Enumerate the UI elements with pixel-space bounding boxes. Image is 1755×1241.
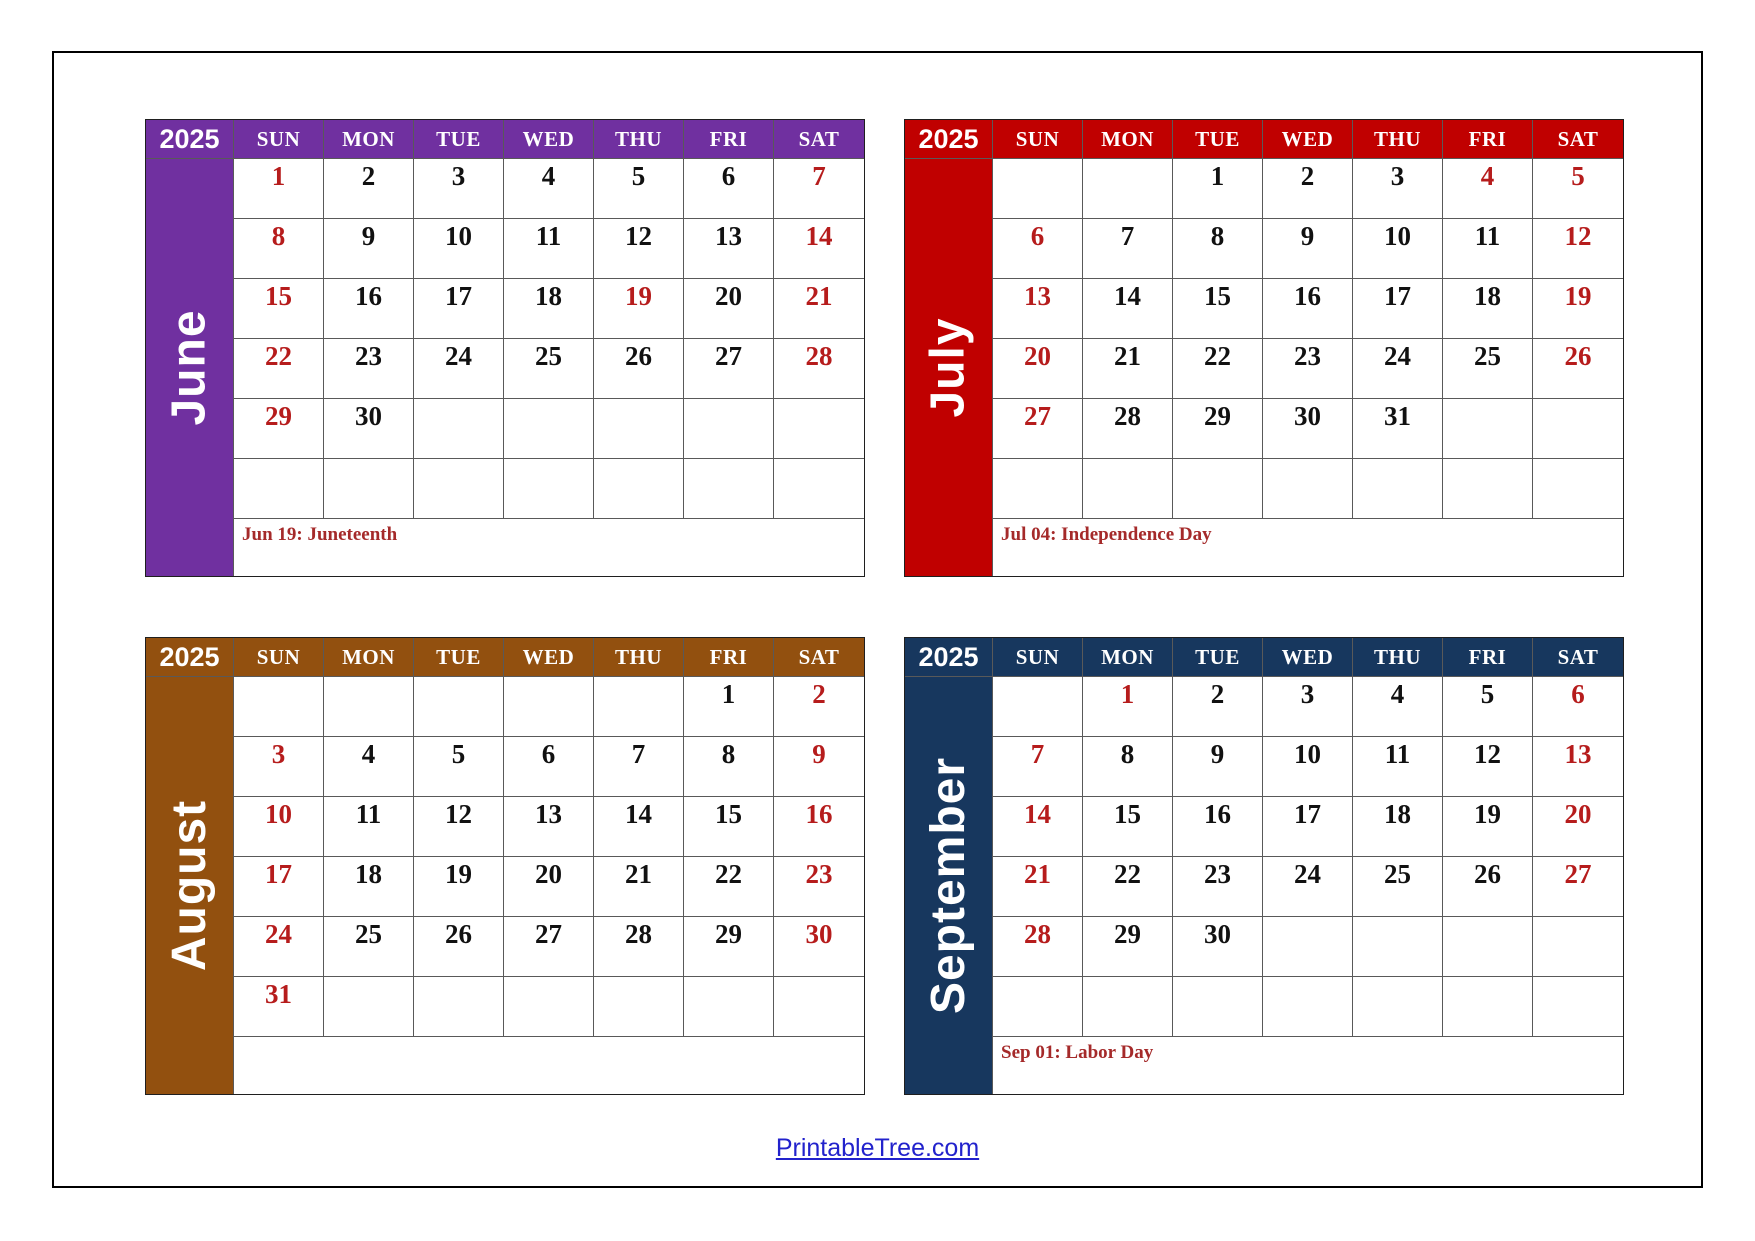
july-date-9: 9 [1263, 219, 1353, 279]
july-date-7: 7 [1083, 219, 1173, 279]
june-date-14: 14 [774, 219, 864, 279]
july-date-31: 31 [1353, 399, 1443, 459]
june-date-17: 17 [414, 279, 504, 339]
september-date-20: 20 [1533, 797, 1623, 857]
july-date-empty [993, 159, 1083, 219]
august-date-5: 5 [414, 737, 504, 797]
june-date-23: 23 [324, 339, 414, 399]
june-date-empty [234, 459, 324, 519]
august-date-11: 11 [324, 797, 414, 857]
september-date-28: 28 [993, 917, 1083, 977]
june-date-4: 4 [504, 159, 594, 219]
june-date-7: 7 [774, 159, 864, 219]
july-date-28: 28 [1083, 399, 1173, 459]
june-date-empty [774, 399, 864, 459]
august-day-header-mon: MON [324, 638, 414, 677]
june-day-header-wed: WED [504, 120, 594, 159]
june-date-16: 16 [324, 279, 414, 339]
september-date-1: 1 [1083, 677, 1173, 737]
july-date-6: 6 [993, 219, 1083, 279]
september-date-18: 18 [1353, 797, 1443, 857]
august-date-empty [504, 977, 594, 1037]
june-date-5: 5 [594, 159, 684, 219]
august-date-21: 21 [594, 857, 684, 917]
september-date-empty [1263, 917, 1353, 977]
june-date-empty [684, 399, 774, 459]
july-date-11: 11 [1443, 219, 1533, 279]
august-date-7: 7 [594, 737, 684, 797]
footer [0, 1134, 1755, 1163]
june-date-13: 13 [684, 219, 774, 279]
september-date-16: 16 [1173, 797, 1263, 857]
september-date-19: 19 [1443, 797, 1533, 857]
september-holiday-note: Sep 01: Labor Day [993, 1037, 1623, 1094]
july-date-23: 23 [1263, 339, 1353, 399]
august-day-header-wed: WED [504, 638, 594, 677]
june-date-empty [504, 459, 594, 519]
august-date-13: 13 [504, 797, 594, 857]
june-date-20: 20 [684, 279, 774, 339]
july-date-5: 5 [1533, 159, 1623, 219]
august-date-4: 4 [324, 737, 414, 797]
september-day-header-wed: WED [1263, 638, 1353, 677]
september-day-header-tue: TUE [1173, 638, 1263, 677]
august-date-empty [414, 677, 504, 737]
july-date-empty [1083, 159, 1173, 219]
june-date-22: 22 [234, 339, 324, 399]
june-date-19: 19 [594, 279, 684, 339]
august-date-28: 28 [594, 917, 684, 977]
september-day-header-sun: SUN [993, 638, 1083, 677]
june-date-11: 11 [504, 219, 594, 279]
september-date-3: 3 [1263, 677, 1353, 737]
august-date-14: 14 [594, 797, 684, 857]
september-date-5: 5 [1443, 677, 1533, 737]
june-date-10: 10 [414, 219, 504, 279]
june-date-8: 8 [234, 219, 324, 279]
august-date-1: 1 [684, 677, 774, 737]
september-date-empty [1083, 977, 1173, 1037]
august-date-18: 18 [324, 857, 414, 917]
august-date-10: 10 [234, 797, 324, 857]
june-date-24: 24 [414, 339, 504, 399]
september-date-7: 7 [993, 737, 1083, 797]
july-date-19: 19 [1533, 279, 1623, 339]
august-day-header-tue: TUE [414, 638, 504, 677]
september-date-empty [993, 677, 1083, 737]
july-date-12: 12 [1533, 219, 1623, 279]
july-date-8: 8 [1173, 219, 1263, 279]
september-day-header-fri: FRI [1443, 638, 1533, 677]
july-date-24: 24 [1353, 339, 1443, 399]
july-holiday-note: Jul 04: Independence Day [993, 519, 1623, 576]
june-date-27: 27 [684, 339, 774, 399]
august-date-2: 2 [774, 677, 864, 737]
september-day-header-sat: SAT [1533, 638, 1623, 677]
july-month-bar [905, 159, 993, 576]
july-day-header-tue: TUE [1173, 120, 1263, 159]
september-date-8: 8 [1083, 737, 1173, 797]
august-date-15: 15 [684, 797, 774, 857]
september-month-bar [905, 677, 993, 1094]
august-date-24: 24 [234, 917, 324, 977]
july-date-17: 17 [1353, 279, 1443, 339]
september-day-header-thu: THU [1353, 638, 1443, 677]
june-day-header-tue: TUE [414, 120, 504, 159]
july-date-25: 25 [1443, 339, 1533, 399]
july-date-16: 16 [1263, 279, 1353, 339]
september-year-label: 2025 [905, 638, 993, 677]
july-date-27: 27 [993, 399, 1083, 459]
september-day-header-mon: MON [1083, 638, 1173, 677]
calendar-august [145, 637, 865, 1095]
july-date-20: 20 [993, 339, 1083, 399]
june-date-18: 18 [504, 279, 594, 339]
august-holiday-note [234, 1037, 864, 1094]
calendar-july [904, 119, 1624, 577]
august-date-27: 27 [504, 917, 594, 977]
june-date-28: 28 [774, 339, 864, 399]
july-date-empty [1083, 459, 1173, 519]
august-year-label: 2025 [146, 638, 234, 677]
september-date-empty [1533, 917, 1623, 977]
september-date-empty [1533, 977, 1623, 1037]
august-month-name: August [163, 799, 216, 972]
august-date-19: 19 [414, 857, 504, 917]
june-date-empty [414, 399, 504, 459]
august-date-empty [684, 977, 774, 1037]
september-date-21: 21 [993, 857, 1083, 917]
august-day-header-sat: SAT [774, 638, 864, 677]
july-date-3: 3 [1353, 159, 1443, 219]
july-date-4: 4 [1443, 159, 1533, 219]
june-day-header-sat: SAT [774, 120, 864, 159]
june-date-3: 3 [414, 159, 504, 219]
june-date-9: 9 [324, 219, 414, 279]
july-month-name: July [922, 317, 976, 418]
june-date-empty [324, 459, 414, 519]
august-date-26: 26 [414, 917, 504, 977]
july-date-26: 26 [1533, 339, 1623, 399]
august-date-22: 22 [684, 857, 774, 917]
august-day-header-thu: THU [594, 638, 684, 677]
september-date-30: 30 [1173, 917, 1263, 977]
june-date-30: 30 [324, 399, 414, 459]
june-date-29: 29 [234, 399, 324, 459]
june-day-header-sun: SUN [234, 120, 324, 159]
june-month-bar [146, 159, 234, 576]
september-date-6: 6 [1533, 677, 1623, 737]
august-day-header-sun: SUN [234, 638, 324, 677]
august-day-header-fri: FRI [684, 638, 774, 677]
august-date-17: 17 [234, 857, 324, 917]
july-date-18: 18 [1443, 279, 1533, 339]
july-day-header-sun: SUN [993, 120, 1083, 159]
june-date-empty [594, 399, 684, 459]
july-date-15: 15 [1173, 279, 1263, 339]
july-date-empty [1443, 399, 1533, 459]
august-date-29: 29 [684, 917, 774, 977]
july-date-empty [1443, 459, 1533, 519]
august-date-12: 12 [414, 797, 504, 857]
september-date-9: 9 [1173, 737, 1263, 797]
august-date-8: 8 [684, 737, 774, 797]
july-date-empty [1263, 459, 1353, 519]
september-date-25: 25 [1353, 857, 1443, 917]
august-date-empty [774, 977, 864, 1037]
july-date-30: 30 [1263, 399, 1353, 459]
september-date-17: 17 [1263, 797, 1353, 857]
august-date-23: 23 [774, 857, 864, 917]
june-day-header-fri: FRI [684, 120, 774, 159]
september-date-13: 13 [1533, 737, 1623, 797]
august-date-3: 3 [234, 737, 324, 797]
august-date-empty [324, 977, 414, 1037]
september-date-27: 27 [1533, 857, 1623, 917]
september-date-11: 11 [1353, 737, 1443, 797]
september-month-name: September [922, 756, 975, 1015]
july-day-header-sat: SAT [1533, 120, 1623, 159]
september-date-22: 22 [1083, 857, 1173, 917]
june-day-header-mon: MON [324, 120, 414, 159]
july-date-21: 21 [1083, 339, 1173, 399]
june-date-15: 15 [234, 279, 324, 339]
july-date-13: 13 [993, 279, 1083, 339]
september-date-empty [1263, 977, 1353, 1037]
august-date-empty [414, 977, 504, 1037]
september-date-empty [1353, 917, 1443, 977]
july-day-header-wed: WED [1263, 120, 1353, 159]
june-date-empty [504, 399, 594, 459]
july-date-14: 14 [1083, 279, 1173, 339]
september-date-empty [1443, 917, 1533, 977]
july-date-empty [1173, 459, 1263, 519]
september-date-empty [1173, 977, 1263, 1037]
calendar-september [904, 637, 1624, 1095]
september-date-12: 12 [1443, 737, 1533, 797]
july-year-label: 2025 [905, 120, 993, 159]
footer-link[interactable]: PrintableTree.com [775, 1134, 980, 1162]
july-date-empty [1533, 459, 1623, 519]
july-date-2: 2 [1263, 159, 1353, 219]
july-date-29: 29 [1173, 399, 1263, 459]
september-date-29: 29 [1083, 917, 1173, 977]
july-date-empty [1353, 459, 1443, 519]
july-day-header-fri: FRI [1443, 120, 1533, 159]
august-month-bar [146, 677, 234, 1094]
september-date-10: 10 [1263, 737, 1353, 797]
july-date-1: 1 [1173, 159, 1263, 219]
september-date-empty [993, 977, 1083, 1037]
june-date-6: 6 [684, 159, 774, 219]
june-holiday-note: Jun 19: Juneteenth [234, 519, 864, 576]
july-day-header-mon: MON [1083, 120, 1173, 159]
september-date-26: 26 [1443, 857, 1533, 917]
june-date-12: 12 [594, 219, 684, 279]
june-date-empty [414, 459, 504, 519]
september-date-23: 23 [1173, 857, 1263, 917]
september-date-empty [1443, 977, 1533, 1037]
august-date-31: 31 [234, 977, 324, 1037]
june-date-empty [684, 459, 774, 519]
august-date-empty [594, 677, 684, 737]
july-date-empty [1533, 399, 1623, 459]
june-date-2: 2 [324, 159, 414, 219]
june-date-empty [594, 459, 684, 519]
august-date-20: 20 [504, 857, 594, 917]
june-year-label: 2025 [146, 120, 234, 159]
september-date-2: 2 [1173, 677, 1263, 737]
august-date-empty [504, 677, 594, 737]
august-date-25: 25 [324, 917, 414, 977]
calendar-june [145, 119, 865, 577]
august-date-empty [594, 977, 684, 1037]
september-date-24: 24 [1263, 857, 1353, 917]
september-date-15: 15 [1083, 797, 1173, 857]
june-date-25: 25 [504, 339, 594, 399]
august-date-30: 30 [774, 917, 864, 977]
june-date-1: 1 [234, 159, 324, 219]
august-date-9: 9 [774, 737, 864, 797]
september-date-4: 4 [1353, 677, 1443, 737]
june-month-name: June [163, 309, 216, 426]
september-date-empty [1353, 977, 1443, 1037]
july-date-10: 10 [1353, 219, 1443, 279]
august-date-empty [324, 677, 414, 737]
august-date-16: 16 [774, 797, 864, 857]
july-date-empty [993, 459, 1083, 519]
july-day-header-thu: THU [1353, 120, 1443, 159]
june-date-26: 26 [594, 339, 684, 399]
august-date-6: 6 [504, 737, 594, 797]
august-date-empty [234, 677, 324, 737]
june-date-21: 21 [774, 279, 864, 339]
june-day-header-thu: THU [594, 120, 684, 159]
june-date-empty [774, 459, 864, 519]
july-date-22: 22 [1173, 339, 1263, 399]
september-date-14: 14 [993, 797, 1083, 857]
